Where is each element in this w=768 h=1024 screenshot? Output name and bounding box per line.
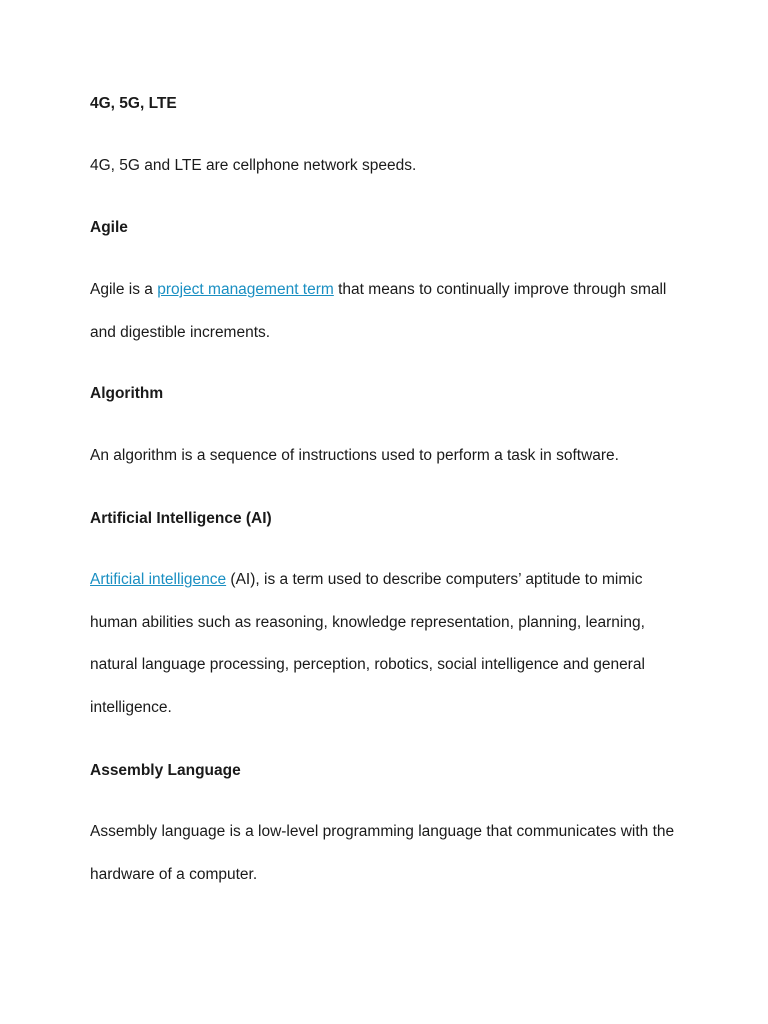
definition-4g-5g-lte (90, 145, 680, 188)
term-heading-4g-5g-lte: 4G, 5G, LTE (90, 95, 177, 112)
project-management-term-link[interactable]: project management term (157, 281, 334, 298)
definition-text: Agile is a (90, 281, 158, 298)
term-heading-algorithm: Algorithm (90, 385, 164, 402)
definition-algorithm (90, 435, 680, 478)
definition-text: 4G, 5G and LTE are cellphone network speeds. (90, 157, 417, 174)
term-heading-assembly-language: Assembly Language (90, 762, 241, 779)
definition-text: that means to continually improve through small and digestible increments. (90, 281, 667, 341)
term-heading-artificial-intelligence: Artificial Intelligence (AI) (90, 510, 272, 527)
definition-text: (AI), is a term used to describe computers’ aptitude to mimic human abilities such as reasoning, knowledge representation, planning, learning, natural language processing, perception, robotics, social intelligence and general intelligence. (90, 571, 645, 716)
definition-text: An algorithm is a sequence of instructions used to perform a task in software. (90, 447, 619, 464)
definition-text: Assembly language is a low-level programming language that communicates with the hardware of a computer. (90, 823, 675, 883)
definition-assembly-language (90, 811, 680, 896)
artificial-intelligence-link[interactable]: Artificial intelligence (90, 571, 227, 588)
definition-agile (90, 269, 680, 354)
term-heading-agile: Agile (90, 219, 128, 236)
definition-artificial-intelligence (90, 559, 680, 729)
